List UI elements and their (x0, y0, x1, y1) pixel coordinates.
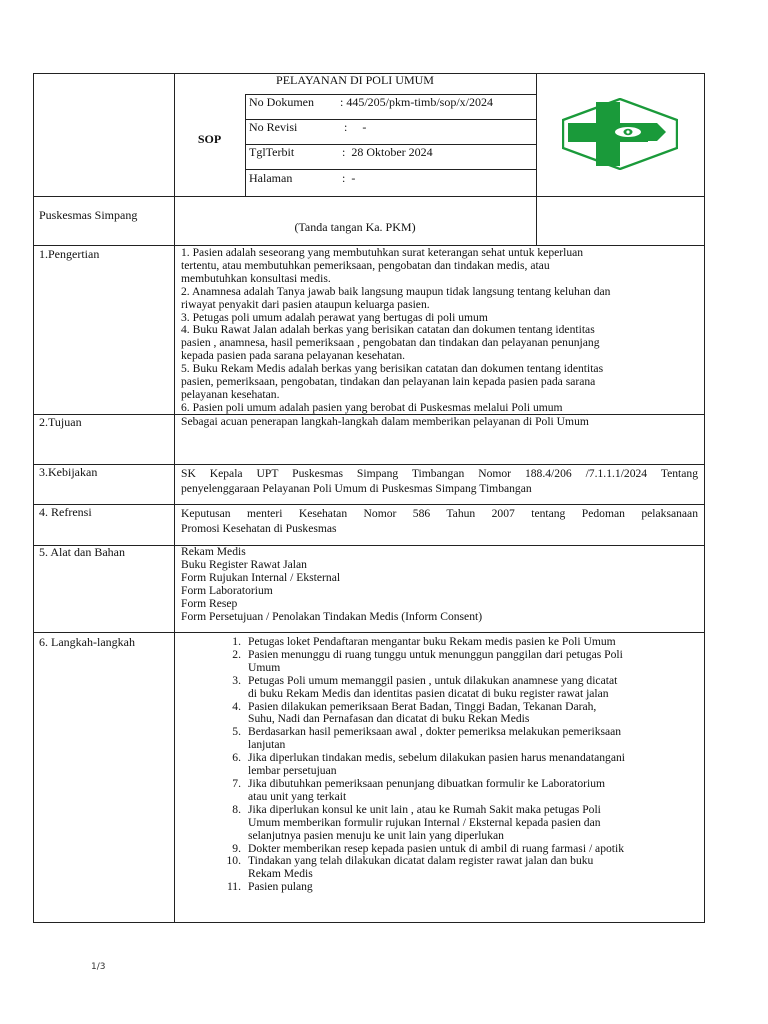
step-line: Pasien dilakukan pemeriksaan Berat Badan, Tinggi Badan, Tekanan Darah, (248, 699, 597, 713)
langkah-step (232, 635, 700, 649)
alat-list (181, 546, 701, 623)
alat-item: Form Laboratorium (181, 583, 273, 597)
step-line: Rekam Medis (248, 867, 313, 881)
step-line: Suhu, Nadi dan Pernafasan dan dicatat di buku Rekan Medis (248, 712, 530, 726)
sop-label: SOP (197, 132, 222, 146)
step-number: 8. (232, 802, 241, 816)
document-title: PELAYANAN DI POLI UMUM (276, 73, 434, 87)
signature-placeholder: (Tanda tangan Ka. PKM) (294, 220, 416, 234)
organization-name: Puskesmas Simpang (39, 208, 138, 222)
pengertian-text (181, 247, 701, 415)
tgl-terbit-value: : 28 Oktober 2024 (342, 145, 433, 159)
pengertian-label: 1.Pengertian (39, 247, 100, 261)
step-line: Pasien menunggu di ruang tunggu untuk menunggun panggilan dari petugas Poli (248, 647, 623, 661)
tujuan-text: Sebagai acuan penerapan langkah-langkah dalam memberikan pelayanan di Poli Umum (181, 415, 589, 428)
step-line: Dokter memberikan resep kepada pasien untuk di ambil di ruang farmasi / apotik (248, 841, 625, 855)
alat-item: Rekam Medis (181, 545, 246, 558)
pengertian-line: 6. Pasien poli umum adalah pasien yang berobat di Puskesmas melalui Poli umum (181, 400, 563, 414)
langkah-label: 6. Langkah-langkah (39, 635, 135, 649)
step-number: 4. (232, 699, 241, 713)
step-line: Jika dibutuhkan pemeriksaan penunjang dibuatkan formulir ke Laboratorium (248, 776, 606, 790)
step-line: selanjutnya pasien menuju ke unit lain yang diperlukan (248, 828, 504, 842)
pengertian-line: kepada pasien pada sarana pelayanan kesehatan. (181, 349, 406, 363)
kebijakan-line-1: SK Kepala UPT Puskesmas Simpang Timbangan Nomor 188.4/206 /7.1.1.1/2024 Tentang (181, 467, 698, 480)
langkah-step (232, 776, 700, 804)
referensi-line-1: Keputusan menteri Kesehatan Nomor 586 Tahun 2007 tentang Pedoman pelaksanaan (181, 507, 698, 520)
step-line: atau unit yang terkait (248, 789, 347, 803)
step-line: Petugas Poli umum memanggil pasien , untuk dilakukan anamnese yang dicatat (248, 673, 618, 687)
pengertian-line: pasien , anamnesa, hasil pemeriksaan , pengobatan dan tindakan dan pelayanan penunjang (181, 336, 600, 350)
halaman-value: : - (342, 171, 356, 185)
langkah-step (232, 802, 700, 843)
step-number: 5. (232, 725, 241, 739)
halaman-label: Halaman (249, 171, 293, 185)
langkah-step (232, 673, 700, 701)
step-line: Petugas loket Pendaftaran mengantar buku Rekam medis pasien ke Poli Umum (248, 635, 616, 648)
pengertian-line: tertentu, atau membutuhkan pemeriksaan, pengobatan dan tindakan medis, atau (181, 258, 550, 272)
step-line: lembar persetujuan (248, 764, 337, 778)
langkah-list (226, 635, 700, 894)
langkah-step (232, 725, 700, 752)
langkah-step (232, 699, 700, 727)
step-line: Umum (248, 660, 281, 674)
alat-item: Form Persetujuan / Penolakan Tindakan Medis (Inform Consent) (181, 609, 483, 623)
pengertian-line: pasien, pemeriksaan, pengobatan, tindakan dan pelayanan lain kepada pasien pada sarana (181, 375, 596, 389)
page-number: 1/3 (91, 962, 106, 972)
step-line: di buku Rekam Medis dan identitas pasien dicatat di buku register rawat jalan (248, 686, 609, 700)
no-revisi-value: : - (344, 120, 367, 134)
step-number: 7. (232, 776, 241, 790)
step-number: 9. (232, 841, 241, 855)
referensi-line-2: Promosi Kesehatan di Puskesmas (181, 522, 337, 535)
langkah-step (226, 854, 700, 881)
no-dokumen-label: No Dokumen (249, 95, 314, 109)
langkah-step (232, 751, 700, 778)
pengertian-line: 2. Anamnesa adalah Tanya jawab baik langsung maupun tidak langsung tentang keluhan dan (181, 284, 611, 298)
no-dokumen-value: : 445/205/pkm-timb/sop/x/2024 (340, 95, 494, 109)
step-line: Umum memberikan formulir rujukan Internal / Eksternal kepada pasien dan (248, 815, 601, 829)
puskesmas-logo-icon (562, 98, 678, 170)
alat-item: Buku Register Rawat Jalan (181, 557, 307, 571)
langkah-step (226, 880, 700, 894)
pengertian-line: 5. Buku Rekam Medis adalah berkas yang berisikan catatan dan dokumen tentang identitas (181, 362, 604, 376)
pengertian-line: 1. Pasien adalah seseorang yang membutuhkan surat keterangan sehat untuk keperluan (181, 246, 584, 259)
step-number: 3. (232, 673, 241, 687)
tgl-terbit-label: TglTerbit (249, 145, 295, 159)
referensi-label: 4. Refrensi (39, 505, 92, 519)
step-number: 2. (232, 647, 241, 661)
step-line: Jika diperlukan konsul ke unit lain , atau ke Rumah Sakit maka petugas Poli (248, 802, 601, 816)
pengertian-line: pelayanan kesehatan. (181, 387, 280, 401)
kebijakan-label: 3.Kebijakan (39, 465, 98, 479)
step-line: Tindakan yang telah dilakukan dicatat dalam register rawat jalan dan buku (248, 854, 594, 868)
no-revisi-label: No Revisi (249, 120, 298, 134)
alat-label: 5. Alat dan Bahan (39, 545, 125, 559)
step-number: 10. (226, 854, 241, 868)
step-line: lanjutan (248, 738, 286, 752)
step-number: 11. (226, 880, 241, 894)
alat-item: Form Resep (181, 596, 238, 610)
kebijakan-line-2: penyelenggaraan Pelayanan Poli Umum di Puskesmas Simpang Timbangan (181, 482, 532, 495)
alat-item: Form Rujukan Internal / Eksternal (181, 570, 341, 584)
pengertian-line: membutuhkan konsultasi medis. (181, 271, 331, 285)
step-line: Pasien pulang (248, 880, 313, 894)
tujuan-label: 2.Tujuan (39, 415, 82, 429)
pengertian-line: 4. Buku Rawat Jalan adalah berkas yang berisikan catatan dan dokumen tentang identitas (181, 323, 595, 337)
pengertian-line: 3. Petugas poli umum adalah perawat yang bertugas di poli umum (181, 310, 488, 324)
langkah-step (232, 647, 700, 675)
step-line: Jika diperlukan tindakan medis, sebelum dilakukan pasien harus menandatangani (248, 751, 626, 765)
step-number: 6. (232, 751, 241, 765)
step-line: Berdasarkan hasil pemeriksaan awal , dokter pemeriksa melakukan pemeriksaan (248, 725, 622, 739)
step-number: 1. (232, 635, 241, 648)
pengertian-line: riwayat penyakit dari pasien ataupun keluarga pasien. (181, 297, 430, 311)
